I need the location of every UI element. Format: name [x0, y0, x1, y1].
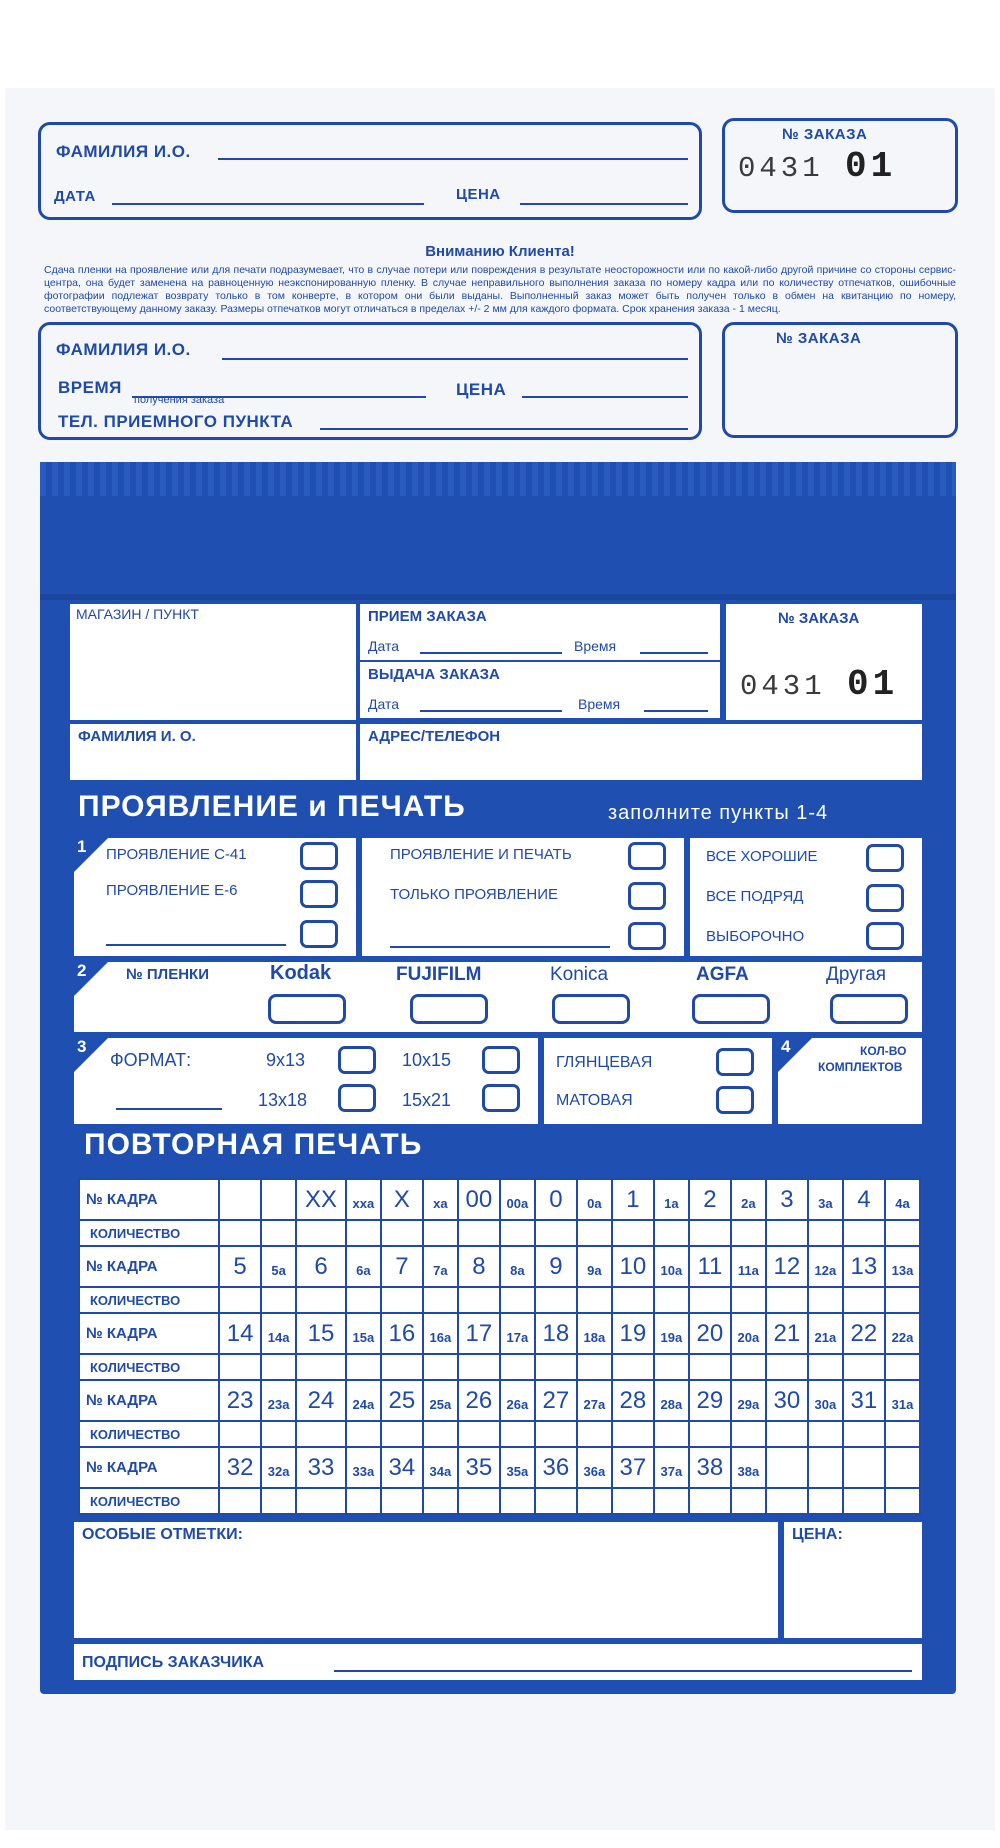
quantity-cell[interactable]: [612, 1421, 654, 1447]
quantity-cell[interactable]: [423, 1354, 458, 1380]
frame-cell: 28a: [654, 1380, 689, 1421]
quantity-cell[interactable]: [577, 1488, 612, 1514]
quantity-cell[interactable]: [423, 1488, 458, 1514]
quantity-cell[interactable]: [381, 1354, 423, 1380]
dev-print-checkbox[interactable]: [628, 842, 666, 870]
frame-cell: 15a: [346, 1313, 381, 1354]
second-order-label: № ЗАКАЗА: [776, 330, 862, 347]
quantity-cell[interactable]: [219, 1488, 261, 1514]
frame-cell: 23: [219, 1380, 261, 1421]
section1-badge: 1: [74, 838, 108, 872]
frame-cell: [261, 1179, 296, 1220]
frame-cell: 12: [766, 1246, 808, 1287]
frame-cell: 31: [843, 1380, 885, 1421]
top-date-label: ДАТА: [54, 188, 96, 205]
size-13x18-checkbox[interactable]: [338, 1084, 376, 1112]
quantity-cell[interactable]: [731, 1421, 766, 1447]
matte-label: МАТОВАЯ: [556, 1092, 633, 1109]
quantity-cell[interactable]: [885, 1421, 920, 1447]
frame-cell: 16: [381, 1313, 423, 1354]
frame-cell: 9: [535, 1246, 577, 1287]
frame-label: № КАДРА: [79, 1179, 219, 1220]
frame-cell: 29: [689, 1380, 731, 1421]
section4-badge: 4: [778, 1038, 812, 1072]
frame-cell: 29a: [731, 1380, 766, 1421]
frame-cell: [885, 1447, 920, 1488]
frame-cell: 33: [296, 1447, 346, 1488]
quantity-label: КОЛИЧЕСТВО: [79, 1488, 219, 1514]
sets-label-1: КОЛ-ВО: [860, 1044, 907, 1058]
frame-label: № КАДРА: [79, 1380, 219, 1421]
frame-cell: 38a: [731, 1447, 766, 1488]
quantity-cell[interactable]: [689, 1220, 731, 1246]
frame-cell: 32: [219, 1447, 261, 1488]
top-name-box: [38, 122, 702, 220]
notice-text: Сдача пленки на проявление или для печати подразумевает, что в случае потери или повреждения в результате неосторожности или по какой-либо другой причине со стороны сервис-центра, она будет заменена на равноценную неэкспонированную пленку. В случае неправильного выполнения заказа по номеру кадра или по количеству отпечатков, ошибочные фотографии подлежат возврату только в том конверте, в котором они были выданы. Выполненный заказ может быть получен только в обмен на квитанцию по номеру, соответствующему данному заказу. Размеры отпечатков могут отличаться в пределах +/- 2 мм для каждого формата. Срок хранения заказа - 1 месяц.: [44, 264, 956, 315]
quantity-cell[interactable]: [612, 1220, 654, 1246]
frame-cell: X: [381, 1179, 423, 1220]
quantity-cell[interactable]: [296, 1220, 346, 1246]
second-time-field[interactable]: [132, 396, 426, 398]
frame-cell: [766, 1447, 808, 1488]
quantity-cell[interactable]: [219, 1421, 261, 1447]
quantity-cell[interactable]: [577, 1287, 612, 1313]
frame-cell: 3: [766, 1179, 808, 1220]
frame-cell: 33a: [346, 1447, 381, 1488]
frame-cell: 18: [535, 1313, 577, 1354]
dev-only-label: ТОЛЬКО ПРОЯВЛЕНИЕ: [390, 886, 559, 903]
frame-cell: 13a: [885, 1246, 920, 1287]
quantity-cell[interactable]: [219, 1354, 261, 1380]
intake-date-label: Дата: [368, 638, 400, 654]
glossy-checkbox[interactable]: [716, 1048, 754, 1076]
frame-cell: 31a: [885, 1380, 920, 1421]
frame-cell: 11: [689, 1246, 731, 1287]
frame-cell: 6: [296, 1246, 346, 1287]
quantity-cell[interactable]: [423, 1220, 458, 1246]
quantity-cell[interactable]: [843, 1488, 885, 1514]
quantity-cell[interactable]: [885, 1287, 920, 1313]
notice-title: Вниманию Клиента!: [425, 243, 575, 260]
all-good-label: ВСЕ ХОРОШИЕ: [706, 848, 818, 865]
frame-row: [79, 1380, 920, 1421]
quantity-cell[interactable]: [458, 1354, 500, 1380]
quantity-cell[interactable]: [346, 1220, 381, 1246]
c41-checkbox[interactable]: [300, 842, 338, 870]
quantity-cell[interactable]: [808, 1220, 843, 1246]
signature-field[interactable]: [334, 1670, 912, 1672]
selective-checkbox[interactable]: [866, 922, 904, 950]
env-surname-label: ФАМИЛИЯ И. О.: [78, 728, 196, 745]
second-time-sub: получения заказа: [134, 394, 225, 406]
quantity-cell[interactable]: [346, 1421, 381, 1447]
quantity-row: [79, 1421, 920, 1447]
frame-cell: 0a: [577, 1179, 612, 1220]
frame-cell: 30: [766, 1380, 808, 1421]
frame-label: № КАДРА: [79, 1313, 219, 1354]
quantity-cell[interactable]: [261, 1220, 296, 1246]
frame-cell: 26: [458, 1380, 500, 1421]
brand-kodak: Kodak: [270, 962, 332, 984]
quantity-cell[interactable]: [535, 1354, 577, 1380]
quantity-cell[interactable]: [219, 1287, 261, 1313]
frame-cell: xxa: [346, 1179, 381, 1220]
frame-cell: 1: [612, 1179, 654, 1220]
frame-cell: 7a: [423, 1246, 458, 1287]
frame-cell: 23a: [261, 1380, 296, 1421]
brand-fujifilm: FUJIFILM: [396, 964, 482, 985]
issue-date-label: Дата: [368, 696, 400, 712]
quantity-cell[interactable]: [535, 1421, 577, 1447]
quantity-cell[interactable]: [261, 1488, 296, 1514]
quantity-cell[interactable]: [261, 1354, 296, 1380]
quantity-cell[interactable]: [577, 1354, 612, 1380]
size-9x13: 9х13: [266, 1050, 306, 1070]
quantity-cell[interactable]: [843, 1421, 885, 1447]
quantity-cell[interactable]: [500, 1488, 535, 1514]
dev-title: ПРОЯВЛЕНИЕ и ПЕЧАТЬ: [78, 790, 466, 823]
frame-cell: 38: [689, 1447, 731, 1488]
frame-cell: [843, 1447, 885, 1488]
quantity-cell[interactable]: [500, 1421, 535, 1447]
frame-cell: 37: [612, 1447, 654, 1488]
konica-checkbox[interactable]: [552, 994, 630, 1024]
quantity-cell[interactable]: [261, 1421, 296, 1447]
e6-checkbox[interactable]: [300, 880, 338, 908]
quantity-cell[interactable]: [346, 1488, 381, 1514]
all-good-checkbox[interactable]: [866, 844, 904, 872]
frame-cell: 21a: [808, 1313, 843, 1354]
format-label: ФОРМАТ:: [110, 1050, 192, 1070]
other-service-checkbox[interactable]: [628, 922, 666, 950]
quantity-cell[interactable]: [766, 1354, 808, 1380]
shop-label: МАГАЗИН / ПУНКТ: [76, 606, 199, 622]
top-order-suffix: 01: [845, 146, 897, 187]
size-15x21-checkbox[interactable]: [482, 1084, 520, 1112]
all-row-label: ВСЕ ПОДРЯД: [706, 888, 804, 905]
quantity-cell[interactable]: [500, 1354, 535, 1380]
frame-cell: 13: [843, 1246, 885, 1287]
frame-cell: 18a: [577, 1313, 612, 1354]
quantity-cell[interactable]: [885, 1220, 920, 1246]
quantity-cell[interactable]: [654, 1220, 689, 1246]
frame-cell: 24: [296, 1380, 346, 1421]
frame-cell: 26a: [500, 1380, 535, 1421]
frame-cell: 00: [458, 1179, 500, 1220]
top-order-number: [738, 146, 896, 187]
quantity-cell[interactable]: [731, 1488, 766, 1514]
quantity-cell[interactable]: [843, 1220, 885, 1246]
quantity-cell[interactable]: [261, 1287, 296, 1313]
brand-konica: Konica: [550, 964, 609, 985]
frame-cell: 37a: [654, 1447, 689, 1488]
quantity-cell[interactable]: [766, 1488, 808, 1514]
quantity-cell[interactable]: [843, 1287, 885, 1313]
issue-date-field[interactable]: [420, 710, 562, 712]
frame-cell: 14: [219, 1313, 261, 1354]
intake-time-label: Время: [574, 638, 617, 654]
top-order-label: № ЗАКАЗА: [782, 126, 868, 143]
quantity-cell[interactable]: [654, 1488, 689, 1514]
quantity-row: [79, 1287, 920, 1313]
quantity-cell[interactable]: [458, 1220, 500, 1246]
brand-agfa: AGFA: [696, 964, 749, 985]
frame-cell: 2: [689, 1179, 731, 1220]
quantity-cell[interactable]: [500, 1220, 535, 1246]
quantity-cell[interactable]: [612, 1488, 654, 1514]
brand-other: Другая: [826, 964, 887, 985]
quantity-cell[interactable]: [381, 1287, 423, 1313]
quantity-label: КОЛИЧЕСТВО: [79, 1421, 219, 1447]
quantity-cell[interactable]: [843, 1354, 885, 1380]
frame-cell: 4: [843, 1179, 885, 1220]
quantity-row: [79, 1220, 920, 1246]
frame-cell: 11a: [731, 1246, 766, 1287]
second-surname-field[interactable]: [222, 358, 688, 360]
dev-hint: заполните пункты 1-4: [608, 802, 829, 824]
address-label: АДРЕС/ТЕЛЕФОН: [368, 728, 501, 745]
intake-time-field[interactable]: [640, 652, 708, 654]
frame-cell: 25: [381, 1380, 423, 1421]
second-phone-field[interactable]: [320, 428, 688, 430]
frame-cell: 8: [458, 1246, 500, 1287]
quantity-cell[interactable]: [219, 1220, 261, 1246]
frame-cell: 7: [381, 1246, 423, 1287]
frame-cell: 10a: [654, 1246, 689, 1287]
quantity-cell[interactable]: [612, 1354, 654, 1380]
frame-row: [79, 1246, 920, 1287]
quantity-label: КОЛИЧЕСТВО: [79, 1354, 219, 1380]
frame-cell: 0: [535, 1179, 577, 1220]
frame-row: [79, 1447, 920, 1488]
quantity-cell[interactable]: [689, 1354, 731, 1380]
issue-time-field[interactable]: [644, 710, 708, 712]
size-15x21: 15х21: [402, 1090, 452, 1110]
quantity-cell[interactable]: [458, 1421, 500, 1447]
env-order-number: [740, 664, 898, 705]
frame-cell: 35a: [500, 1447, 535, 1488]
frame-cell: 14a: [261, 1313, 296, 1354]
frame-cell: 16a: [423, 1313, 458, 1354]
frame-cell: 17a: [500, 1313, 535, 1354]
quantity-cell[interactable]: [689, 1488, 731, 1514]
quantity-cell[interactable]: [654, 1421, 689, 1447]
section2-badge: 2: [74, 962, 108, 996]
frame-cell: xa: [423, 1179, 458, 1220]
frame-cell: 30a: [808, 1380, 843, 1421]
size-13x18: 13х18: [258, 1090, 308, 1110]
frame-cell: 34: [381, 1447, 423, 1488]
kodak-checkbox[interactable]: [268, 994, 346, 1024]
frame-cell: 34a: [423, 1447, 458, 1488]
issue-label: ВЫДАЧА ЗАКАЗА: [368, 666, 500, 683]
quantity-cell[interactable]: [808, 1421, 843, 1447]
frame-cell: 5: [219, 1246, 261, 1287]
quantity-cell[interactable]: [423, 1287, 458, 1313]
env-order-label: № ЗАКАЗА: [778, 610, 860, 627]
selective-label: ВЫБОРОЧНО: [706, 928, 805, 945]
frame-cell: 3a: [808, 1179, 843, 1220]
quantity-cell[interactable]: [577, 1421, 612, 1447]
second-surname-label: ФАМИЛИЯ И.О.: [56, 340, 191, 359]
quantity-label: КОЛИЧЕСТВО: [79, 1220, 219, 1246]
top-date-field[interactable]: [112, 203, 424, 205]
second-price-label: ЦЕНА: [456, 380, 507, 399]
quantity-cell[interactable]: [500, 1287, 535, 1313]
quantity-cell[interactable]: [296, 1354, 346, 1380]
env-order-suffix: 01: [847, 664, 899, 705]
quantity-cell[interactable]: [731, 1287, 766, 1313]
quantity-cell[interactable]: [731, 1220, 766, 1246]
top-price-field[interactable]: [520, 203, 688, 205]
quantity-label: КОЛИЧЕСТВО: [79, 1287, 219, 1313]
quantity-cell[interactable]: [346, 1354, 381, 1380]
quantity-cell[interactable]: [535, 1488, 577, 1514]
size-10x15-checkbox[interactable]: [482, 1046, 520, 1074]
quantity-row: [79, 1488, 920, 1514]
issue-time-label: Время: [578, 696, 621, 712]
frame-row: [79, 1313, 920, 1354]
e6-label: ПРОЯВЛЕНИЕ Е-6: [106, 882, 238, 899]
frame-cell: [219, 1179, 261, 1220]
quantity-cell[interactable]: [381, 1421, 423, 1447]
size-9x13-checkbox[interactable]: [338, 1046, 376, 1074]
film-no-label: № ПЛЕНКИ: [126, 966, 209, 983]
quantity-cell[interactable]: [689, 1287, 731, 1313]
quantity-cell[interactable]: [808, 1488, 843, 1514]
frame-cell: 9a: [577, 1246, 612, 1287]
quantity-cell[interactable]: [808, 1287, 843, 1313]
notes-label: ОСОБЫЕ ОТМЕТКИ:: [82, 1526, 243, 1543]
frame-cell: 21: [766, 1313, 808, 1354]
frame-cell: 00a: [500, 1179, 535, 1220]
frame-cell: 20: [689, 1313, 731, 1354]
quantity-row: [79, 1354, 920, 1380]
quantity-cell[interactable]: [766, 1287, 808, 1313]
other-process-checkbox[interactable]: [300, 920, 338, 948]
frame-cell: 2a: [731, 1179, 766, 1220]
quantity-cell[interactable]: [423, 1421, 458, 1447]
other-service-field[interactable]: [390, 946, 610, 948]
fujifilm-checkbox[interactable]: [410, 994, 488, 1024]
frame-cell: 27: [535, 1380, 577, 1421]
top-price-label: ЦЕНА: [456, 186, 501, 203]
size-10x15: 10х15: [402, 1050, 452, 1070]
frame-cell: 27a: [577, 1380, 612, 1421]
frame-cell: XX: [296, 1179, 346, 1220]
frame-cell: 20a: [731, 1313, 766, 1354]
frame-cell: 25a: [423, 1380, 458, 1421]
frame-label: № КАДРА: [79, 1447, 219, 1488]
frame-cell: 10: [612, 1246, 654, 1287]
frame-cell: 22a: [885, 1313, 920, 1354]
quantity-cell[interactable]: [885, 1488, 920, 1514]
frame-cell: 32a: [261, 1447, 296, 1488]
frame-cell: 35: [458, 1447, 500, 1488]
frame-label: № КАДРА: [79, 1246, 219, 1287]
frame-cell: 8a: [500, 1246, 535, 1287]
frame-cell: 17: [458, 1313, 500, 1354]
frame-cell: 22: [843, 1313, 885, 1354]
quantity-cell[interactable]: [766, 1421, 808, 1447]
top-surname-label: ФАМИЛИЯ И.О.: [56, 142, 191, 161]
frame-cell: 28: [612, 1380, 654, 1421]
second-time-label: ВРЕМЯ: [58, 378, 122, 397]
quantity-cell[interactable]: [535, 1220, 577, 1246]
quantity-cell[interactable]: [458, 1488, 500, 1514]
quantity-cell[interactable]: [766, 1220, 808, 1246]
other-process-field[interactable]: [106, 944, 286, 946]
top-order-main: 0431: [738, 152, 824, 185]
quantity-cell[interactable]: [296, 1287, 346, 1313]
quantity-cell[interactable]: [612, 1287, 654, 1313]
quantity-cell[interactable]: [885, 1354, 920, 1380]
frame-cell: 24a: [346, 1380, 381, 1421]
intake-label: ПРИЕМ ЗАКАЗА: [368, 608, 487, 625]
other-size-field[interactable]: [116, 1108, 222, 1110]
frame-cell: 36a: [577, 1447, 612, 1488]
quantity-cell[interactable]: [381, 1488, 423, 1514]
sets-label-2: КОМПЛЕКТОВ: [818, 1060, 903, 1074]
intake-date-field[interactable]: [420, 652, 562, 654]
quantity-cell[interactable]: [535, 1287, 577, 1313]
quantity-cell[interactable]: [689, 1421, 731, 1447]
glossy-label: ГЛЯНЦЕВАЯ: [556, 1054, 653, 1071]
frame-cell: 4a: [885, 1179, 920, 1220]
frame-cell: 1a: [654, 1179, 689, 1220]
frame-cell: 12a: [808, 1246, 843, 1287]
quantity-cell[interactable]: [296, 1421, 346, 1447]
quantity-cell[interactable]: [654, 1354, 689, 1380]
frame-row: [79, 1179, 920, 1220]
quantity-cell[interactable]: [296, 1488, 346, 1514]
reprint-grid: [78, 1178, 921, 1515]
quantity-cell[interactable]: [577, 1220, 612, 1246]
dev-only-checkbox[interactable]: [628, 882, 666, 910]
frame-cell: [808, 1447, 843, 1488]
frame-cell: 5a: [261, 1246, 296, 1287]
signature-label: ПОДПИСЬ ЗАКАЗЧИКА: [82, 1654, 265, 1671]
second-price-field[interactable]: [522, 396, 688, 398]
dev-print-label: ПРОЯВЛЕНИЕ И ПЕЧАТЬ: [390, 846, 572, 863]
quantity-cell[interactable]: [381, 1220, 423, 1246]
frame-cell: 36: [535, 1447, 577, 1488]
envelope-flap-texture: [40, 462, 956, 496]
all-row-checkbox[interactable]: [866, 884, 904, 912]
agfa-checkbox[interactable]: [692, 994, 770, 1024]
c41-label: ПРОЯВЛЕНИЕ С-41: [106, 846, 247, 863]
frame-cell: 6a: [346, 1246, 381, 1287]
quantity-cell[interactable]: [458, 1287, 500, 1313]
quantity-cell[interactable]: [731, 1354, 766, 1380]
quantity-cell[interactable]: [808, 1354, 843, 1380]
matte-checkbox[interactable]: [716, 1086, 754, 1114]
frame-cell: 19: [612, 1313, 654, 1354]
reprint-title: ПОВТОРНАЯ ПЕЧАТЬ: [84, 1128, 423, 1161]
envelope-fold: [40, 594, 956, 600]
frame-cell: 15: [296, 1313, 346, 1354]
footer-price-label: ЦЕНА:: [792, 1526, 843, 1543]
quantity-cell[interactable]: [654, 1287, 689, 1313]
other-brand-checkbox[interactable]: [830, 994, 908, 1024]
quantity-cell[interactable]: [346, 1287, 381, 1313]
section3-badge: 3: [74, 1038, 108, 1072]
second-phone-label: ТЕЛ. ПРИЕМНОГО ПУНКТА: [58, 412, 294, 431]
frame-cell: 19a: [654, 1313, 689, 1354]
top-surname-field[interactable]: [218, 158, 688, 160]
env-order-main: 0431: [740, 670, 826, 703]
